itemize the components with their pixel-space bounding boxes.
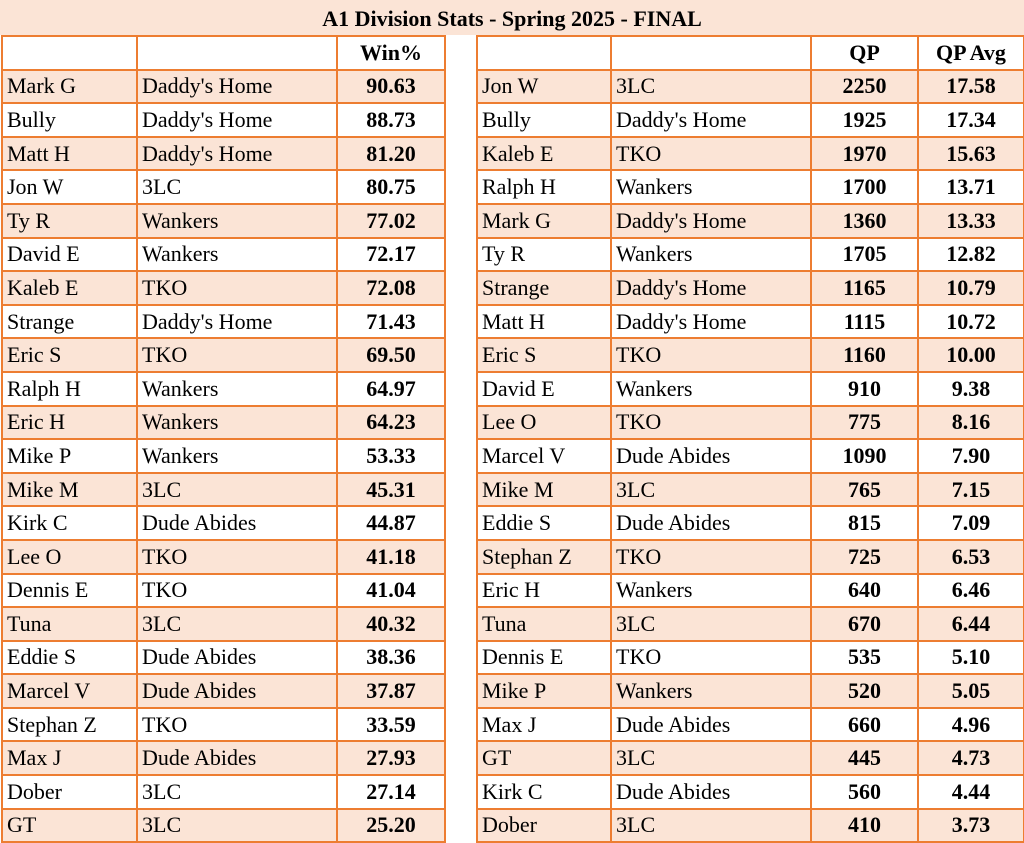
- win-percent-cell: 88.73: [337, 103, 445, 137]
- qp-avg-cell: 3.73: [918, 809, 1024, 843]
- player-cell: Tuna: [2, 607, 137, 641]
- player-cell: Mike M: [2, 473, 137, 507]
- qp-avg-cell: 15.63: [918, 137, 1024, 171]
- team-cell: 3LC: [611, 809, 811, 843]
- team-cell: 3LC: [137, 809, 337, 843]
- player-cell: Matt H: [477, 305, 611, 339]
- win-percent-cell: 64.23: [337, 406, 445, 440]
- page-title: A1 Division Stats - Spring 2025 - FINAL: [0, 0, 1024, 35]
- player-cell: Ralph H: [2, 372, 137, 406]
- qp-avg-cell: 7.09: [918, 506, 1024, 540]
- table-row: [2, 103, 445, 137]
- player-cell: Dennis E: [2, 574, 137, 608]
- qp-cell: 1115: [811, 305, 918, 339]
- column-header-qp-avg: QP Avg: [918, 36, 1024, 70]
- qp-cell: 1970: [811, 137, 918, 171]
- qp-cell: 640: [811, 574, 918, 608]
- player-cell: Ty R: [477, 238, 611, 272]
- qp-avg-cell: 17.34: [918, 103, 1024, 137]
- table-row: [477, 540, 1024, 574]
- header-row: [2, 36, 445, 70]
- win-percent-cell: 72.17: [337, 238, 445, 272]
- qp-cell: 765: [811, 473, 918, 507]
- qp-cell: 670: [811, 607, 918, 641]
- column-header-win-percent: Win%: [337, 36, 445, 70]
- win-percent-cell: 41.18: [337, 540, 445, 574]
- qp-cell: 815: [811, 506, 918, 540]
- table-row: [2, 674, 445, 708]
- table-row: [2, 641, 445, 675]
- team-cell: Dude Abides: [611, 439, 811, 473]
- player-cell: Strange: [2, 305, 137, 339]
- team-cell: TKO: [137, 574, 337, 608]
- player-cell: Ralph H: [477, 170, 611, 204]
- table-row: [2, 741, 445, 775]
- team-cell: Dude Abides: [137, 506, 337, 540]
- win-percent-cell: 69.50: [337, 338, 445, 372]
- table-row: [2, 271, 445, 305]
- team-cell: Wankers: [137, 439, 337, 473]
- qp-cell: 1160: [811, 338, 918, 372]
- team-cell: Daddy's Home: [137, 103, 337, 137]
- qp-cell: 775: [811, 406, 918, 440]
- win-percent-cell: 81.20: [337, 137, 445, 171]
- qp-avg-cell: 7.15: [918, 473, 1024, 507]
- qp-cell: 445: [811, 741, 918, 775]
- qp-cell: 1090: [811, 439, 918, 473]
- win-percent-cell: 27.14: [337, 775, 445, 809]
- team-cell: Wankers: [611, 574, 811, 608]
- team-cell: TKO: [137, 540, 337, 574]
- qp-cell: 725: [811, 540, 918, 574]
- player-cell: GT: [477, 741, 611, 775]
- player-cell: Eric S: [2, 338, 137, 372]
- win-percent-cell: 41.04: [337, 574, 445, 608]
- player-cell: Bully: [2, 103, 137, 137]
- team-cell: TKO: [611, 406, 811, 440]
- win-percent-cell: 33.59: [337, 708, 445, 742]
- player-cell: Mike P: [477, 674, 611, 708]
- player-cell: Matt H: [2, 137, 137, 171]
- table-row: [2, 170, 445, 204]
- qp-cell: 1165: [811, 271, 918, 305]
- table-row: [477, 406, 1024, 440]
- team-cell: Wankers: [611, 170, 811, 204]
- team-cell: Daddy's Home: [611, 271, 811, 305]
- team-cell: 3LC: [611, 473, 811, 507]
- team-cell: TKO: [137, 338, 337, 372]
- team-cell: 3LC: [611, 70, 811, 104]
- team-cell: 3LC: [137, 775, 337, 809]
- table-row: [2, 574, 445, 608]
- qp-cell: 1360: [811, 204, 918, 238]
- player-cell: Max J: [2, 741, 137, 775]
- team-cell: Wankers: [611, 238, 811, 272]
- team-cell: Wankers: [137, 372, 337, 406]
- player-cell: Ty R: [2, 204, 137, 238]
- table-row: [2, 137, 445, 171]
- column-header-player: [2, 36, 137, 70]
- team-cell: Daddy's Home: [611, 103, 811, 137]
- player-cell: Eric H: [477, 574, 611, 608]
- player-cell: Dober: [2, 775, 137, 809]
- player-cell: GT: [2, 809, 137, 843]
- player-cell: Dober: [477, 809, 611, 843]
- player-cell: Kaleb E: [477, 137, 611, 171]
- win-percent-cell: 64.97: [337, 372, 445, 406]
- table-row: [2, 372, 445, 406]
- table-row: [477, 741, 1024, 775]
- column-header-qp: QP: [811, 36, 918, 70]
- table-row: [477, 271, 1024, 305]
- player-cell: Mike P: [2, 439, 137, 473]
- team-cell: 3LC: [611, 741, 811, 775]
- win-percent-cell: 80.75: [337, 170, 445, 204]
- win-percent-cell: 25.20: [337, 809, 445, 843]
- table-row: [2, 204, 445, 238]
- table-row: [477, 708, 1024, 742]
- table-row: [477, 238, 1024, 272]
- qp-avg-cell: 9.38: [918, 372, 1024, 406]
- team-cell: Dude Abides: [611, 775, 811, 809]
- table-row: [2, 70, 445, 104]
- qp-avg-cell: 12.82: [918, 238, 1024, 272]
- team-cell: Wankers: [137, 238, 337, 272]
- team-cell: TKO: [611, 338, 811, 372]
- table-row: [2, 775, 445, 809]
- player-cell: Kaleb E: [2, 271, 137, 305]
- player-cell: Jon W: [2, 170, 137, 204]
- player-cell: David E: [2, 238, 137, 272]
- player-cell: Max J: [477, 708, 611, 742]
- player-cell: Kirk C: [477, 775, 611, 809]
- table-row: [2, 809, 445, 843]
- table-row: [2, 708, 445, 742]
- header-row: [477, 36, 1024, 70]
- player-cell: Eric H: [2, 406, 137, 440]
- qp-avg-cell: 4.44: [918, 775, 1024, 809]
- team-cell: 3LC: [611, 607, 811, 641]
- table-row: [477, 775, 1024, 809]
- column-header-player: [477, 36, 611, 70]
- team-cell: Wankers: [611, 372, 811, 406]
- team-cell: Daddy's Home: [137, 137, 337, 171]
- qp-avg-cell: 13.71: [918, 170, 1024, 204]
- win-percent-cell: 44.87: [337, 506, 445, 540]
- team-cell: TKO: [137, 271, 337, 305]
- table-row: [477, 809, 1024, 843]
- player-cell: Stephan Z: [2, 708, 137, 742]
- table-row: [477, 473, 1024, 507]
- qp-avg-cell: 10.72: [918, 305, 1024, 339]
- table-row: [2, 338, 445, 372]
- qp-avg-cell: 6.44: [918, 607, 1024, 641]
- win-percent-cell: 72.08: [337, 271, 445, 305]
- win-percent-cell: 37.87: [337, 674, 445, 708]
- player-cell: Stephan Z: [477, 540, 611, 574]
- team-cell: Dude Abides: [137, 674, 337, 708]
- team-cell: Dude Abides: [137, 741, 337, 775]
- win-percent-cell: 53.33: [337, 439, 445, 473]
- team-cell: 3LC: [137, 170, 337, 204]
- qp-cell: 535: [811, 641, 918, 675]
- win-percentage-table: [1, 35, 446, 843]
- team-cell: 3LC: [137, 473, 337, 507]
- player-cell: Marcel V: [477, 439, 611, 473]
- team-cell: Wankers: [611, 674, 811, 708]
- player-cell: Eddie S: [477, 506, 611, 540]
- player-cell: Mark G: [2, 70, 137, 104]
- win-percent-cell: 71.43: [337, 305, 445, 339]
- table-row: [477, 103, 1024, 137]
- table-row: [477, 607, 1024, 641]
- qp-avg-cell: 5.10: [918, 641, 1024, 675]
- table-row: [2, 406, 445, 440]
- qp-avg-cell: 4.96: [918, 708, 1024, 742]
- qp-avg-cell: 4.73: [918, 741, 1024, 775]
- qp-avg-cell: 6.53: [918, 540, 1024, 574]
- player-cell: Strange: [477, 271, 611, 305]
- qp-cell: 1925: [811, 103, 918, 137]
- table-row: [2, 540, 445, 574]
- table-row: [477, 674, 1024, 708]
- win-percent-cell: 90.63: [337, 70, 445, 104]
- team-cell: TKO: [611, 540, 811, 574]
- table-row: [477, 70, 1024, 104]
- qp-avg-cell: 6.46: [918, 574, 1024, 608]
- qp-avg-cell: 10.79: [918, 271, 1024, 305]
- team-cell: Wankers: [137, 406, 337, 440]
- player-cell: Dennis E: [477, 641, 611, 675]
- player-cell: Lee O: [477, 406, 611, 440]
- qp-cell: 1700: [811, 170, 918, 204]
- table-row: [477, 439, 1024, 473]
- player-cell: Mike M: [477, 473, 611, 507]
- qp-cell: 520: [811, 674, 918, 708]
- table-row: [477, 204, 1024, 238]
- table-row: [477, 574, 1024, 608]
- table-row: [2, 607, 445, 641]
- team-cell: 3LC: [137, 607, 337, 641]
- table-row: [477, 137, 1024, 171]
- player-cell: Tuna: [477, 607, 611, 641]
- player-cell: Eric S: [477, 338, 611, 372]
- team-cell: Dude Abides: [611, 506, 811, 540]
- player-cell: Lee O: [2, 540, 137, 574]
- qp-cell: 660: [811, 708, 918, 742]
- player-cell: Marcel V: [2, 674, 137, 708]
- player-cell: Eddie S: [2, 641, 137, 675]
- qp-cell: 910: [811, 372, 918, 406]
- win-percent-cell: 38.36: [337, 641, 445, 675]
- table-row: [477, 170, 1024, 204]
- team-cell: TKO: [611, 137, 811, 171]
- qp-avg-cell: 10.00: [918, 338, 1024, 372]
- qp-avg-cell: 8.16: [918, 406, 1024, 440]
- column-header-team: [611, 36, 811, 70]
- table-row: [2, 473, 445, 507]
- table-row: [2, 305, 445, 339]
- player-cell: Mark G: [477, 204, 611, 238]
- qp-cell: 1705: [811, 238, 918, 272]
- qp-cell: 2250: [811, 70, 918, 104]
- player-cell: Kirk C: [2, 506, 137, 540]
- win-percent-cell: 40.32: [337, 607, 445, 641]
- team-cell: TKO: [611, 641, 811, 675]
- column-header-team: [137, 36, 337, 70]
- team-cell: Wankers: [137, 204, 337, 238]
- win-percent-cell: 27.93: [337, 741, 445, 775]
- table-row: [477, 338, 1024, 372]
- qp-cell: 560: [811, 775, 918, 809]
- player-cell: Jon W: [477, 70, 611, 104]
- team-cell: Daddy's Home: [137, 70, 337, 104]
- team-cell: Dude Abides: [611, 708, 811, 742]
- qp-avg-cell: 5.05: [918, 674, 1024, 708]
- table-row: [477, 641, 1024, 675]
- qp-cell: 410: [811, 809, 918, 843]
- team-cell: Dude Abides: [137, 641, 337, 675]
- table-row: [2, 439, 445, 473]
- team-cell: TKO: [137, 708, 337, 742]
- player-cell: David E: [477, 372, 611, 406]
- win-percent-cell: 45.31: [337, 473, 445, 507]
- qp-avg-cell: 17.58: [918, 70, 1024, 104]
- qp-avg-cell: 7.90: [918, 439, 1024, 473]
- qp-avg-cell: 13.33: [918, 204, 1024, 238]
- qp-table: [476, 35, 1024, 843]
- win-percent-cell: 77.02: [337, 204, 445, 238]
- table-row: [477, 305, 1024, 339]
- team-cell: Daddy's Home: [137, 305, 337, 339]
- team-cell: Daddy's Home: [611, 204, 811, 238]
- player-cell: Bully: [477, 103, 611, 137]
- table-row: [2, 506, 445, 540]
- table-row: [477, 506, 1024, 540]
- table-row: [2, 238, 445, 272]
- team-cell: Daddy's Home: [611, 305, 811, 339]
- table-row: [477, 372, 1024, 406]
